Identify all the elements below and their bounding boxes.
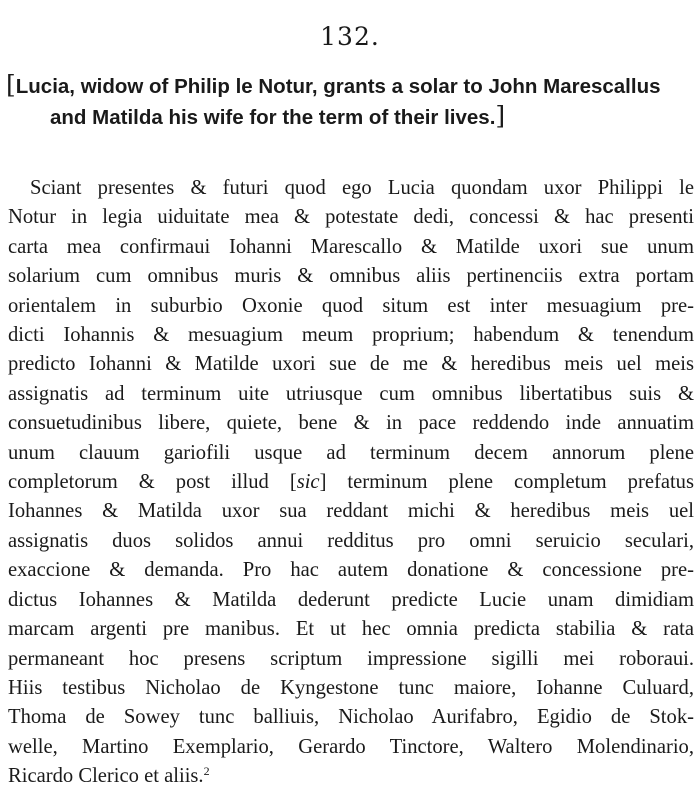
text-line: unum clauum gariofili usque ad terminum decem annorum plene (8, 441, 694, 464)
text-line: assignatis ad terminum uite utriusque cum omnibus libertatibus suis & (8, 382, 694, 405)
charter-text (8, 174, 694, 792)
heading-open-bracket: [ (6, 70, 16, 99)
text-line: welle, Martino Exemplario, Gerardo Tinctore, Waltero Molendinario, (8, 735, 694, 758)
text-line: Iohannes & Matilda uxor sua reddant michi & heredibus meis uel (8, 500, 694, 523)
text-line-sic (8, 468, 694, 497)
sic-annotation: sic (296, 471, 320, 494)
text-line: marcam argenti pre manibus. Et ut hec omnia predicta stabilia & rata (8, 618, 694, 641)
sic-line-before: completorum & post illud [ (8, 471, 297, 494)
text-line: assignatis duos solidos annui redditus pro omni seruicio seculari, (8, 529, 694, 552)
text-line: Notur in legia uiduitate mea & potestate dedi, concessi & hac presenti (8, 206, 694, 229)
text-line: consuetudinibus libere, quiete, bene & in pace reddendo inde annuatim (8, 412, 694, 435)
text-line: predicto Iohanni & Matilde uxori sue de me & heredibus meis uel meis (8, 353, 694, 376)
text-line: solarium cum omnibus muris & omnibus aliis pertinenciis extra portam (8, 265, 694, 288)
document-number: 132. (320, 22, 380, 51)
sic-line-after: ] terminum plene completum prefatus (319, 471, 694, 494)
text-line-last (8, 762, 694, 791)
document-heading (6, 70, 694, 132)
text-line: orientalem in suburbio Oxonie quod situm est inter mesuagium pre- (8, 294, 694, 317)
footnote-mark: 2 (203, 764, 210, 779)
text-line: carta mea confirmaui Iohanni Marescallo & Matilde uxori sue unum (8, 235, 694, 258)
text-line: exaccione & demanda. Pro hac autem donatione & concessione pre- (8, 559, 694, 582)
text-line: Hiis testibus Nicholao de Kyngestone tunc maiore, Iohanne Culuard, (8, 676, 694, 699)
heading-close-bracket: ] (495, 101, 506, 130)
heading-text: Lucia, widow of Philip le Notur, grants a solar to John Marescallus and Matilda his wife for the term of their lives. (15, 75, 661, 129)
text-line: dictus Iohannes & Matilda dederunt predicte Lucie unam dimidiam (8, 588, 694, 611)
text-line: Thoma de Sowey tunc balliuis, Nicholao Aurifabro, Egidio de Stok- (8, 706, 694, 729)
text-line: permaneant hoc presens scriptum impressione sigilli mei roboraui. (8, 647, 694, 670)
text-line: Sciant presentes & futuri quod ego Lucia quondam uxor Philippi le (30, 177, 694, 199)
last-line-text: Ricardo Clerico et aliis. (8, 765, 204, 788)
text-line: dicti Iohannis & mesuagium meum proprium; habendum & tenendum (8, 324, 694, 347)
